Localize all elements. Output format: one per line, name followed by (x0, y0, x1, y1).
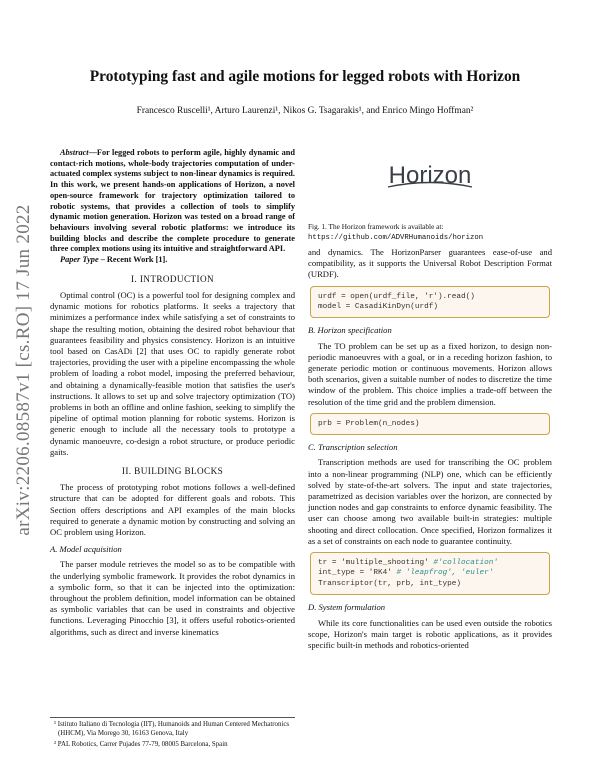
horizon-logo (308, 152, 552, 212)
footnote-1: ¹ Istituto Italiano di Tecnologia (IIT), Humanoids and Human Centered Mechatronics (HHCM), Via Morego 30, 16163 Genova, Italy (54, 721, 290, 737)
code-comment: #'collocation' (433, 559, 498, 568)
abstract (50, 148, 295, 255)
arxiv-stamp (6, 150, 42, 590)
arxiv-stamp-text: arXiv:2206.08587v1 [cs.RO] 17 Jun 2022 (13, 204, 34, 536)
code-line: Transcriptor(tr, prb, int_type) (318, 579, 462, 588)
subsection-heading-model: A. Model acquisition (50, 544, 122, 555)
author-list: Francesco Ruscelli¹, Arturo Laurenzi¹, Nikos G. Tsagarakis¹, and Enrico Mingo Hoffman² (136, 106, 474, 116)
code-line: tr = 'multiple_shooting' (318, 559, 434, 568)
transcription-paragraph: Transcription methods are used for transcribing the OC problem into a non-linear programming (NLP) one, which can be efficiently solved by state-of-the-art solvers. The input and state trajectories, parametrized as decision variables over the horizon, are connected by junction nodes and gap constraints to enforce dynamic feasibility. The user can choose among two available built-in strategies: multiple shooting and direct collocation. Once specified, Horizon formalizes it as a set of constraints on each node to guarantee continuity. (308, 457, 552, 546)
paper-type (50, 255, 295, 266)
footnotes (50, 717, 295, 750)
code-block-problem (310, 413, 550, 435)
horizon-logo-text: Horizon (388, 162, 472, 189)
building-blocks-paragraph: The process of prototyping robot motions follows a well-defined structure that can be adopted for different goals and robots. This Section offers descriptions and API examples of the main blocks required to generate a dynamic motion by constructing and solving an OC problem using Horizon. (50, 482, 295, 537)
paper-title: Prototyping fast and agile motions for legged robots with Horizon (89, 68, 521, 85)
spec-paragraph: The TO problem can be set up as a fixed horizon, to design non-periodic manoeuvres with a goal, or in a receding horizon fashion, to generate periodic motion or continuous movements. Horizon allows both scenarios, given a suitable number of nodes to discretize the time window of the problem. This choice implies a trade-off between the resolution of the time grid and the problem dimension. (308, 340, 552, 407)
left-column (50, 148, 295, 638)
paper-type-label: Paper Type (60, 255, 99, 265)
formulation-paragraph: While its core functionalities can be used even outside the robotics scope, Horizon's main target is robotic applications, as it provides specific built-in methods and robotics-oriented (308, 617, 552, 650)
figure-caption (308, 222, 552, 243)
section-heading-building-blocks: II. BUILDING BLOCKS (121, 465, 224, 476)
horizon-logo-icon (382, 156, 478, 196)
model-paragraph: The parser module retrieves the model so as to be compatible with the underlying symbolic framework. It provides the robot dynamics in a symbolic form, so that it can be injected into the optimization: throughout the problem definition, model information can be obtained as symbolic variables that can be used in constraints and objective functions. Leveraging Pinocchio [3], it offers useful robotics-oriented algorithms, such as direct and inverse kinematics (50, 559, 295, 637)
code-line: int_type = 'RK4' (318, 569, 397, 578)
code-line: urdf = open(urdf_file, 'r').read() (318, 292, 475, 301)
paper-type-value: – Recent Work [1]. (100, 255, 168, 265)
footnote-2: ² PAL Robotics, Carrer Pujades 77-79, 08005 Barcelona, Spain (54, 741, 228, 749)
caption-text: Fig. 1. The Horizon framework is available at: (308, 222, 444, 231)
intro-paragraph: Optimal control (OC) is a powerful tool for designing complex and dynamic motions for robotics platforms. It seeks a trajectory that minimizes a performance index while satisfying a set of constraints to shape the resulting motion, obtaining the desired robot behaviour that guarantees feasibility and physics consistency. Horizon is an intuitive tool based on CasADi [2] that uses OC to rapidly generate robot trajectories, providing the user with a pipeline encompassing the whole problem of loading a robot model, imposing the preferred behaviour, and obtaining a dynamically-feasible motion that satisfies the user's instructions. It allows to set up and solve trajectory optimization (TO) problems in both an offline and online fashion, seeking to simplify the pipeline of optimal motion planning for robotic systems. Horizon is generic enough to include all the necessary tools to prototype a dynamic manoeuvre, co-design a robot structure, or produce periodic gaits. (50, 289, 295, 457)
section-heading-intro: I. INTRODUCTION (130, 273, 215, 284)
subsection-heading-transcription: C. Transcription selection (308, 442, 398, 453)
code-line: prb = Problem(n_nodes) (318, 419, 420, 428)
subsection-heading-spec: B. Horizon specification (308, 325, 392, 336)
abstract-label: Abstract (60, 148, 89, 157)
right-column (308, 152, 552, 651)
code-block-model (310, 286, 550, 319)
code-block-transcription (310, 552, 550, 595)
model-continued-paragraph: and dynamics. The HorizonParser guarantees ease-of-use and compatibility, as it supports the Universal Robot Description Format (URDF). (308, 247, 552, 280)
caption-url-link[interactable]: https://github.com/ADVRHumanoids/horizon (308, 233, 484, 242)
code-comment: # 'leapfrog', 'euler' (396, 569, 494, 578)
code-line: model = CasadiKinDyn(urdf) (318, 303, 438, 312)
abstract-text: —For legged robots to perform agile, highly dynamic and contact-rich motions, whole-body trajectories computation of under-actuated complex systems subject to non-linear dynamics is required. In this work, we present hands-on applications of Horizon, a novel open-source framework for trajectory optimization tailored to robotic systems, that provides a collection of tools to simplify dynamic motion generation. Horizon was tested on a broad range of behaviours involving several robotic platforms: we introduce its building blocks and describe the complete procedure to generate three complex motions using its intuitive and straightforward API. (50, 148, 295, 254)
subsection-heading-formulation: D. System formulation (308, 602, 386, 613)
